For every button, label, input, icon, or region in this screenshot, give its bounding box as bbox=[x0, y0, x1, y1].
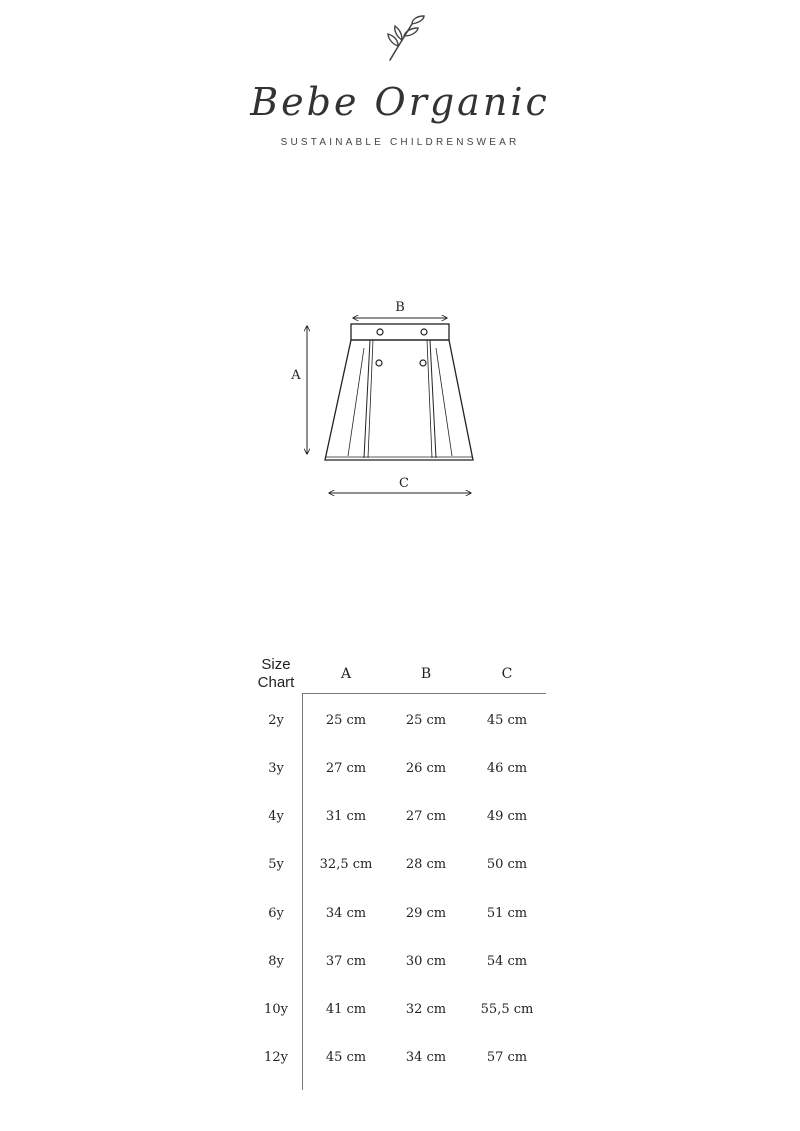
table-row bbox=[250, 857, 550, 877]
table-row bbox=[250, 761, 550, 781]
row-value-a: 41 cm bbox=[325, 1002, 367, 1017]
brand-name: Bebe Organic bbox=[250, 80, 550, 124]
skirt-button bbox=[377, 329, 383, 335]
row-size: 8y bbox=[268, 954, 284, 969]
row-size: 5y bbox=[268, 857, 284, 872]
row-value-a: 25 cm bbox=[325, 713, 367, 728]
table-row bbox=[250, 1002, 550, 1022]
column-divider bbox=[302, 693, 303, 1090]
row-value-c: 55,5 cm bbox=[480, 1002, 534, 1017]
column-header-b: B bbox=[420, 666, 432, 682]
label-a: A bbox=[291, 368, 301, 383]
row-value-c: 49 cm bbox=[486, 809, 528, 824]
column-header-a: A bbox=[340, 666, 352, 682]
row-value-b: 34 cm bbox=[405, 1050, 447, 1065]
row-value-b: 32 cm bbox=[405, 1002, 447, 1017]
row-value-c: 51 cm bbox=[486, 906, 528, 921]
row-value-c: 54 cm bbox=[486, 954, 528, 969]
brand-tagline: SUSTAINABLE CHILDRENSWEAR bbox=[280, 137, 520, 148]
skirt-diagram bbox=[280, 290, 500, 510]
column-header-c: C bbox=[501, 666, 513, 682]
row-value-c: 46 cm bbox=[486, 761, 528, 776]
label-c: C bbox=[399, 476, 409, 491]
row-value-b: 28 cm bbox=[405, 857, 447, 872]
row-value-b: 29 cm bbox=[405, 906, 447, 921]
row-size: 12y bbox=[264, 1050, 288, 1065]
row-value-c: 57 cm bbox=[486, 1050, 528, 1065]
row-value-a: 27 cm bbox=[325, 761, 367, 776]
row-value-b: 25 cm bbox=[405, 713, 447, 728]
table-row bbox=[250, 713, 550, 733]
row-size: 10y bbox=[264, 1002, 288, 1017]
skirt-button bbox=[376, 360, 382, 366]
leaf-icon bbox=[382, 14, 426, 64]
skirt-button bbox=[420, 360, 426, 366]
row-value-a: 37 cm bbox=[325, 954, 367, 969]
skirt-body bbox=[325, 340, 473, 460]
row-value-c: 45 cm bbox=[486, 713, 528, 728]
table-row bbox=[250, 906, 550, 926]
row-value-a: 32,5 cm bbox=[319, 857, 373, 872]
row-value-c: 50 cm bbox=[486, 857, 528, 872]
header-divider bbox=[302, 693, 546, 694]
row-value-a: 31 cm bbox=[325, 809, 367, 824]
row-value-a: 34 cm bbox=[325, 906, 367, 921]
row-size: 6y bbox=[268, 906, 284, 921]
table-row bbox=[250, 809, 550, 829]
skirt-waistband bbox=[351, 324, 449, 340]
row-value-b: 27 cm bbox=[405, 809, 447, 824]
size-chart-table bbox=[250, 652, 550, 1092]
row-size: 3y bbox=[268, 761, 284, 776]
size-chart-title: Size Chart bbox=[257, 656, 295, 691]
table-row bbox=[250, 954, 550, 974]
row-size: 4y bbox=[268, 809, 284, 824]
row-value-b: 26 cm bbox=[405, 761, 447, 776]
row-size: 2y bbox=[268, 713, 284, 728]
table-row bbox=[250, 1050, 550, 1070]
skirt-button bbox=[421, 329, 427, 335]
row-value-b: 30 cm bbox=[405, 954, 447, 969]
label-b: B bbox=[395, 300, 405, 315]
row-value-a: 45 cm bbox=[325, 1050, 367, 1065]
